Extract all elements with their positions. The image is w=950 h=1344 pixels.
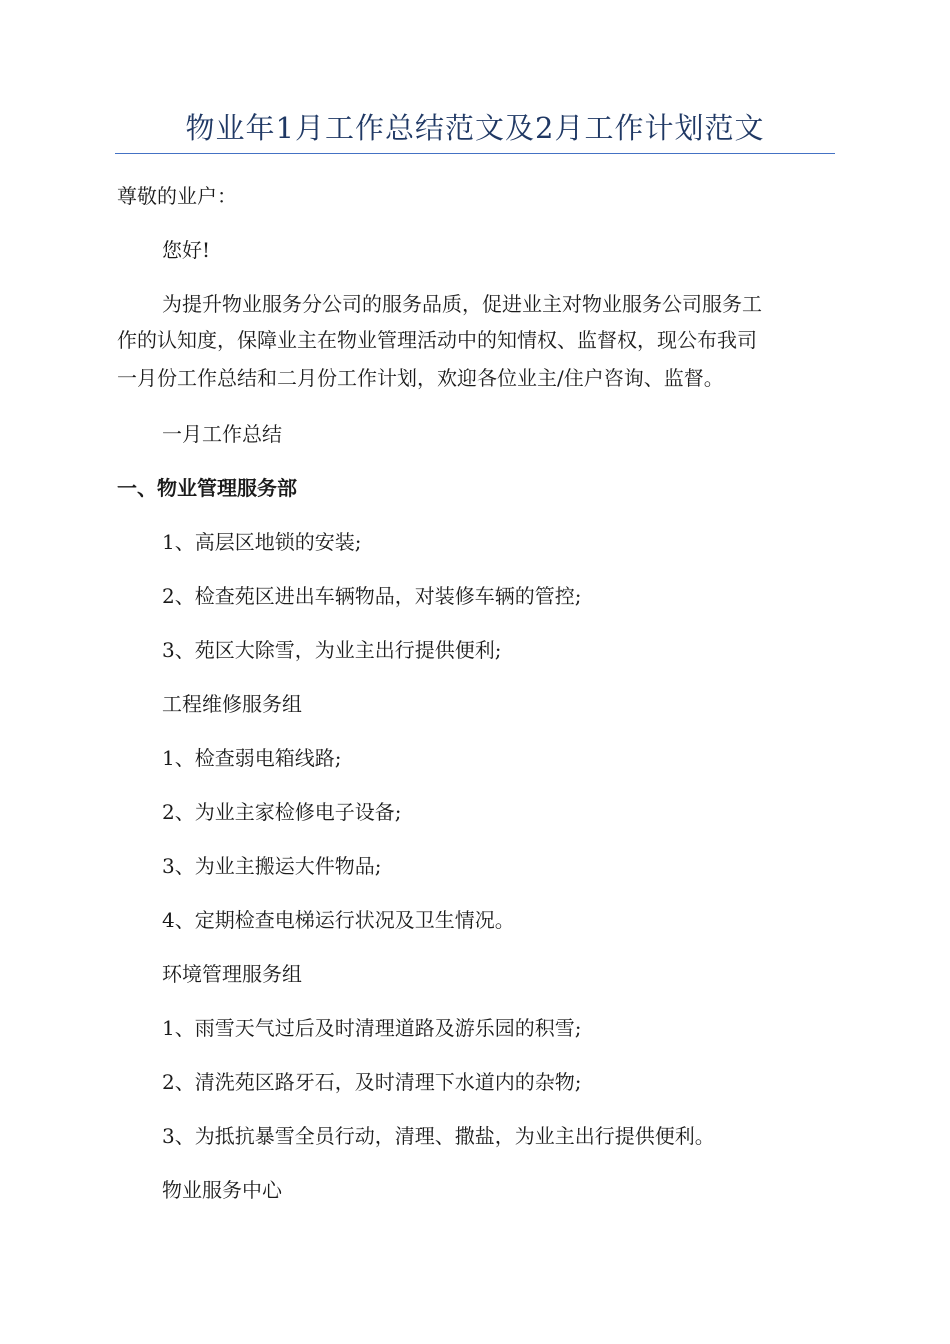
list-item: 1、雨雪天气过后及时清理道路及游乐园的积雪; [162,1016,582,1040]
list-item: 1、检查弱电箱线路; [162,746,342,770]
list-item: 1、高层区地锁的安装; [162,530,362,554]
list-item: 2、清洗苑区路牙石，及时清理下水道内的杂物; [162,1070,582,1094]
salutation: 尊敬的业户： [117,184,237,208]
subheading-engineering: 工程维修服务组 [162,692,302,716]
document-title: 物业年1月工作总结范文及2月工作计划范文 [185,111,765,145]
intro-paragraph-line: 作的认知度，保障业主在物业管理活动中的知情权、监督权，现公布我司 [117,328,757,352]
intro-paragraph-line: 一月份工作总结和二月份工作计划，欢迎各位业主/住户咨询、监督。 [117,366,724,390]
summary-heading: 一月工作总结 [162,422,282,446]
list-item: 2、为业主家检修电子设备; [162,800,402,824]
list-item: 3、苑区大除雪，为业主出行提供便利; [162,638,502,662]
intro-paragraph-line: 为提升物业服务分公司的服务品质，促进业主对物业服务公司服务工 [162,292,762,316]
list-item: 3、为业主搬运大件物品; [162,854,382,878]
list-item: 3、为抵抗暴雪全员行动，清理、撒盐，为业主出行提供便利。 [162,1124,715,1148]
subheading-environment: 环境管理服务组 [162,962,302,986]
section-heading-management: 一、物业管理服务部 [117,476,297,500]
title-underline [115,153,835,154]
greeting: 您好! [162,238,211,262]
list-item: 4、定期检查电梯运行状况及卫生情况。 [162,908,515,932]
subheading-service-center: 物业服务中心 [162,1178,282,1202]
list-item: 2、检查苑区进出车辆物品，对装修车辆的管控; [162,584,582,608]
